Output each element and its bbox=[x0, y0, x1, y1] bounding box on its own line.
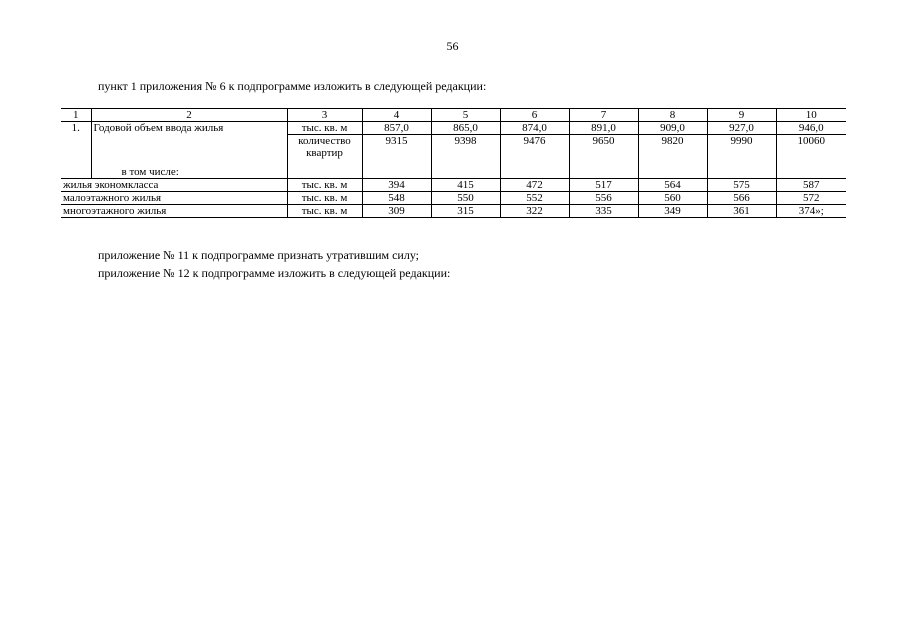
table-cell: 315 bbox=[431, 205, 500, 218]
table-cell: 556 bbox=[569, 192, 638, 205]
table-cell: 566 bbox=[707, 192, 776, 205]
row-unit: тыс. кв. м bbox=[287, 205, 362, 218]
header-cell: 10 bbox=[776, 109, 846, 122]
table-cell: 9990 bbox=[707, 135, 776, 179]
header-row bbox=[61, 109, 846, 122]
table-cell: 394 bbox=[362, 179, 431, 192]
table-row bbox=[61, 179, 846, 192]
table-cell: 9398 bbox=[431, 135, 500, 179]
header-cell: 1 bbox=[61, 109, 91, 122]
row-unit: тыс. кв. м bbox=[287, 192, 362, 205]
table-row bbox=[61, 122, 846, 135]
table-cell: 552 bbox=[500, 192, 569, 205]
table-row bbox=[61, 135, 846, 179]
table-cell: 575 bbox=[707, 179, 776, 192]
table-cell: 865,0 bbox=[431, 122, 500, 135]
header-cell: 3 bbox=[287, 109, 362, 122]
table-cell: 891,0 bbox=[569, 122, 638, 135]
table-cell: 564 bbox=[638, 179, 707, 192]
page-number: 56 bbox=[446, 39, 459, 53]
table-cell: 517 bbox=[569, 179, 638, 192]
header-cell: 9 bbox=[707, 109, 776, 122]
table-cell: 572 bbox=[776, 192, 846, 205]
table-cell: 560 bbox=[638, 192, 707, 205]
table-row bbox=[61, 192, 846, 205]
table-cell: 335 bbox=[569, 205, 638, 218]
housing-table bbox=[61, 108, 846, 218]
table-cell: 927,0 bbox=[707, 122, 776, 135]
paragraph-annex-12: приложение № 12 к подпрограмме изложить в следующей редакции: bbox=[98, 266, 451, 280]
table-row bbox=[61, 205, 846, 218]
table-cell: 946,0 bbox=[776, 122, 846, 135]
row-unit: тыс. кв. м bbox=[287, 179, 362, 192]
table-cell: 9650 bbox=[569, 135, 638, 179]
row-label: жилья экономкласса bbox=[61, 179, 287, 192]
table-cell: 309 bbox=[362, 205, 431, 218]
table-cell: 374»; bbox=[776, 205, 846, 218]
header-cell: 8 bbox=[638, 109, 707, 122]
table-cell: 548 bbox=[362, 192, 431, 205]
paragraph-annex-11: приложение № 11 к подпрограмме признать утратившим силу; bbox=[98, 248, 420, 262]
row-unit: количество квартир bbox=[287, 135, 362, 179]
table-cell: 322 bbox=[500, 205, 569, 218]
row-unit: тыс. кв. м bbox=[287, 122, 362, 135]
header-cell: 6 bbox=[500, 109, 569, 122]
row-label: многоэтажного жилья bbox=[61, 205, 287, 218]
table-cell: 587 bbox=[776, 179, 846, 192]
row-label: в том числе: bbox=[91, 135, 287, 179]
table-cell: 550 bbox=[431, 192, 500, 205]
table-cell: 9315 bbox=[362, 135, 431, 179]
table-cell: 9820 bbox=[638, 135, 707, 179]
header-cell: 7 bbox=[569, 109, 638, 122]
table-cell: 361 bbox=[707, 205, 776, 218]
header-cell: 5 bbox=[431, 109, 500, 122]
table-cell: 472 bbox=[500, 179, 569, 192]
table-cell: 415 bbox=[431, 179, 500, 192]
row-number: 1. bbox=[61, 122, 91, 179]
row-label: Годовой объем ввода жилья bbox=[91, 122, 287, 135]
header-cell: 2 bbox=[91, 109, 287, 122]
table-cell: 9476 bbox=[500, 135, 569, 179]
row-label: малоэтажного жилья bbox=[61, 192, 287, 205]
header-cell: 4 bbox=[362, 109, 431, 122]
intro-paragraph: пункт 1 приложения № 6 к подпрограмме изложить в следующей редакции: bbox=[98, 79, 487, 93]
table-cell: 349 bbox=[638, 205, 707, 218]
table-cell: 857,0 bbox=[362, 122, 431, 135]
table-cell: 10060 bbox=[776, 135, 846, 179]
table-cell: 909,0 bbox=[638, 122, 707, 135]
table-cell: 874,0 bbox=[500, 122, 569, 135]
